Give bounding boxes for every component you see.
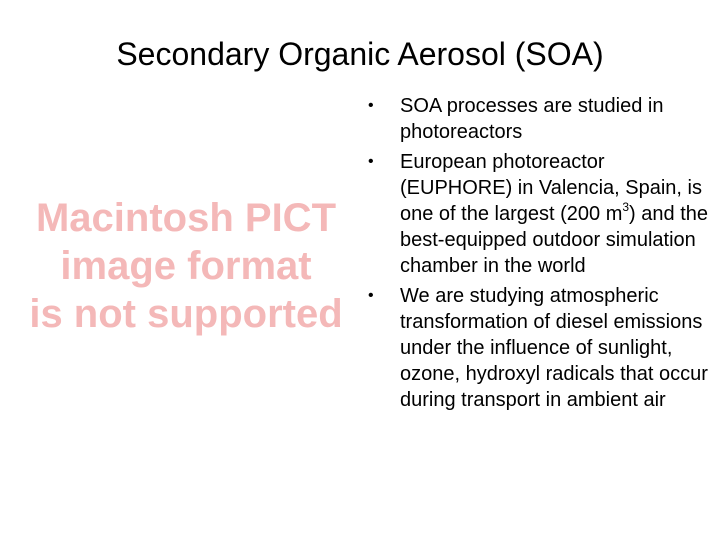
- bullet-list: [363, 93, 715, 417]
- bullet-marker: •: [368, 287, 374, 304]
- placeholder-line-1: Macintosh PICT: [35, 196, 337, 240]
- placeholder-line-3: is not supported: [29, 292, 343, 336]
- bullet-item-diesel-study: [363, 283, 715, 413]
- superscript-3: 3: [622, 200, 630, 215]
- bullet-text: We are studying atmospheric transformation of diesel emissions under the influence of sunlight, ozone, hydroxyl radicals that occur during transport in ambient air: [400, 285, 708, 411]
- bullet-item-soa-processes: [363, 93, 715, 145]
- bullet-item-euphore: [363, 149, 715, 279]
- bullet-text: SOA processes are studied in photoreactors: [400, 95, 664, 143]
- bullet-text-part-1: European photoreactor (EUPHORE) in Valencia, Spain, is one of the largest (200 m: [400, 151, 702, 225]
- bullet-marker: •: [368, 97, 374, 114]
- slide-title: Secondary Organic Aerosol (SOA): [116, 36, 604, 72]
- placeholder-line-2: image format: [60, 244, 312, 288]
- image-placeholder: [8, 194, 364, 338]
- bullet-marker: •: [368, 153, 374, 170]
- bullet-text-part-2: ) and the best-equipped outdoor simulation chamber in the world: [400, 203, 708, 277]
